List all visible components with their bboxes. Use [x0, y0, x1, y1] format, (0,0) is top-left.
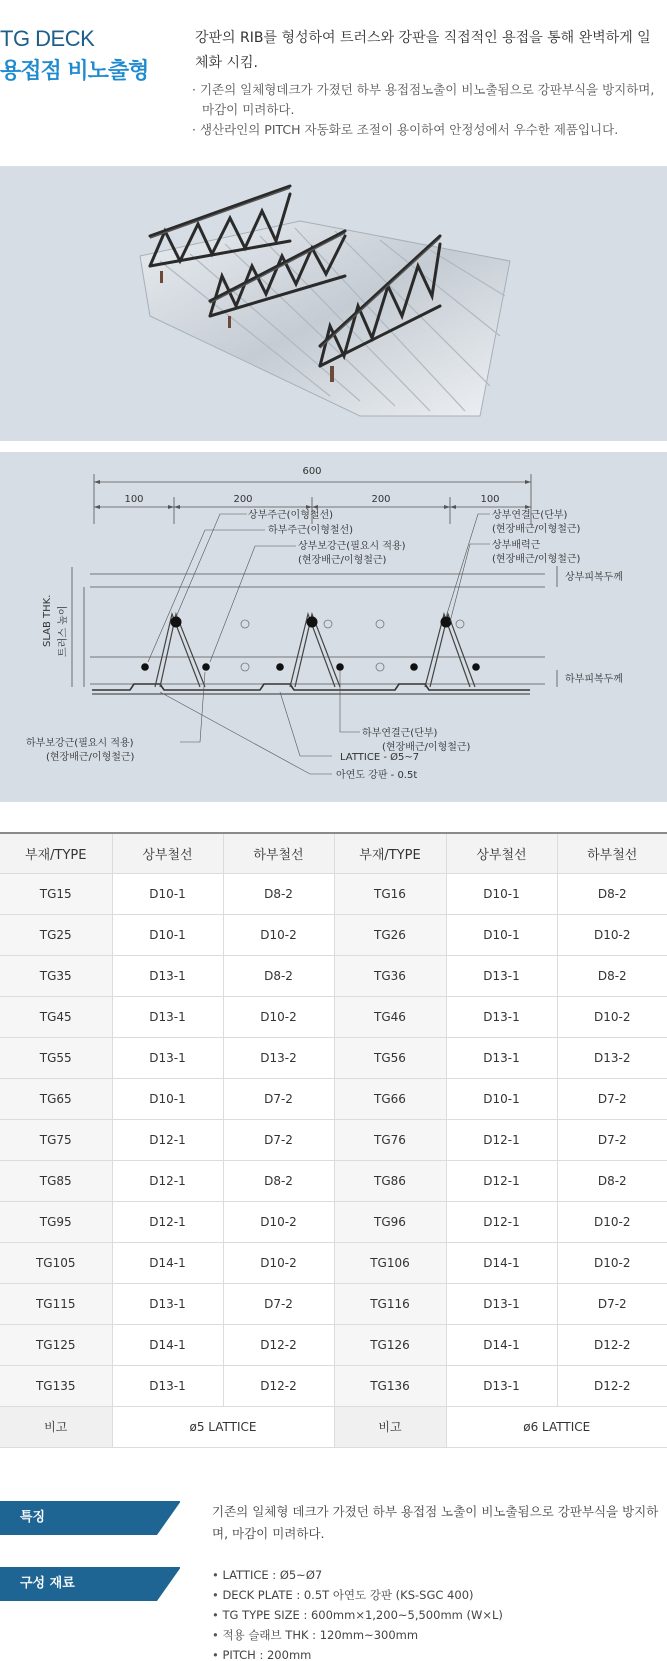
- type-cell: TG56: [334, 1037, 446, 1078]
- table-header: 하부철선: [223, 833, 334, 873]
- type-cell: TG76: [334, 1119, 446, 1160]
- type-cell: TG65: [0, 1078, 112, 1119]
- section-diagram: [0, 452, 667, 802]
- table-row: [0, 1242, 667, 1283]
- type-cell: TG115: [0, 1283, 112, 1324]
- value-cell: D13-1: [446, 1283, 557, 1324]
- value-cell: D13-1: [112, 1037, 223, 1078]
- value-cell: D8-2: [223, 873, 334, 914]
- label-plate: 아연도 강판 - 0.5t: [336, 770, 418, 781]
- label-upper-connect-sub: (현장배근/이형철근): [492, 524, 581, 535]
- value-cell: D13-2: [557, 1037, 667, 1078]
- table-row: [0, 1201, 667, 1242]
- value-cell: D10-2: [557, 914, 667, 955]
- dim-total: 600: [302, 466, 322, 477]
- value-cell: D10-1: [112, 873, 223, 914]
- type-cell: TG26: [334, 914, 446, 955]
- table-header: 부재/TYPE: [334, 833, 446, 873]
- value-cell: D12-2: [557, 1324, 667, 1365]
- type-cell: TG126: [334, 1324, 446, 1365]
- type-cell: TG125: [0, 1324, 112, 1365]
- value-cell: D7-2: [223, 1283, 334, 1324]
- label-upper-reinforce: 상부보강근(필요시 적용): [298, 541, 406, 552]
- table-header: 상부철선: [112, 833, 223, 873]
- table-row: [0, 1078, 667, 1119]
- value-cell: D7-2: [223, 1078, 334, 1119]
- dim-segment-1: 100: [124, 494, 144, 505]
- label-upper-connect: 상부연결근(단부): [492, 510, 568, 521]
- spec-table: [0, 832, 667, 1448]
- bullet-item: · 기존의 일체형데크가 가졌던 하부 용접점노출이 비노출됨으로 강판부식을 방지하며, 마감이 미려하다.: [192, 82, 655, 117]
- materials-section: [0, 1565, 667, 1661]
- note-label-left: 비고: [0, 1406, 112, 1447]
- list-item: • TG TYPE SIZE : 600mm×1,200~5,500mm (W×L): [212, 1605, 662, 1625]
- value-cell: D12-1: [446, 1119, 557, 1160]
- value-cell: D12-1: [112, 1201, 223, 1242]
- table-row: [0, 1365, 667, 1406]
- table-header-row: [0, 833, 667, 873]
- value-cell: D7-2: [223, 1119, 334, 1160]
- value-cell: D10-2: [223, 914, 334, 955]
- value-cell: D13-1: [112, 1365, 223, 1406]
- table-header: 부재/TYPE: [0, 833, 112, 873]
- value-cell: D10-2: [557, 1242, 667, 1283]
- value-cell: D10-2: [223, 1201, 334, 1242]
- value-cell: D10-2: [557, 1201, 667, 1242]
- table-body: [0, 873, 667, 1447]
- header: [0, 0, 667, 165]
- value-cell: D8-2: [557, 955, 667, 996]
- table-header: 하부철선: [557, 833, 667, 873]
- type-cell: TG55: [0, 1037, 112, 1078]
- note-value-left: ø5 LATTICE: [112, 1406, 334, 1447]
- brand-title: TG DECK: [0, 26, 95, 51]
- type-cell: TG15: [0, 873, 112, 914]
- features-tag: 특징: [0, 1501, 180, 1535]
- materials-tag: 구성 재료: [0, 1567, 180, 1601]
- value-cell: D8-2: [223, 1160, 334, 1201]
- value-cell: D8-2: [223, 955, 334, 996]
- type-cell: TG106: [334, 1242, 446, 1283]
- value-cell: D8-2: [557, 873, 667, 914]
- table-row: [0, 955, 667, 996]
- value-cell: D13-1: [112, 996, 223, 1037]
- value-cell: D10-1: [112, 1078, 223, 1119]
- type-cell: TG85: [0, 1160, 112, 1201]
- list-item: • DECK PLATE : 0.5T 아연도 강판 (KS-SGC 400): [212, 1585, 662, 1605]
- table-row: [0, 914, 667, 955]
- dim-segment-4: 100: [480, 494, 500, 505]
- label-upper-dist-sub: (현장배근/이형철근): [492, 554, 581, 565]
- value-cell: D10-2: [557, 996, 667, 1037]
- value-cell: D10-1: [446, 1078, 557, 1119]
- value-cell: D10-2: [223, 996, 334, 1037]
- value-cell: D10-2: [223, 1242, 334, 1283]
- type-cell: TG16: [334, 873, 446, 914]
- value-cell: D12-2: [557, 1365, 667, 1406]
- table-row: [0, 1283, 667, 1324]
- label-upper-dist: 상부배력근: [492, 540, 541, 551]
- value-cell: D13-1: [446, 996, 557, 1037]
- value-cell: D7-2: [557, 1283, 667, 1324]
- value-cell: D12-2: [223, 1365, 334, 1406]
- value-cell: D12-2: [223, 1324, 334, 1365]
- value-cell: D13-1: [446, 955, 557, 996]
- table-row: [0, 1324, 667, 1365]
- materials-list: [212, 1565, 662, 1661]
- value-cell: D13-1: [446, 1365, 557, 1406]
- bullet-item: · 생산라인의 PITCH 자동화로 조절이 용이하여 안정성에서 우수한 제품입니다.: [192, 122, 619, 137]
- features-text: 기존의 일체형 데크가 가졌던 하부 용접점 노출이 비노출됨으로 강판부식을 방지하며, 마감이 미려하다.: [212, 1504, 659, 1541]
- value-cell: D13-1: [112, 1283, 223, 1324]
- value-cell: D13-2: [223, 1037, 334, 1078]
- type-cell: TG45: [0, 996, 112, 1037]
- type-cell: TG66: [334, 1078, 446, 1119]
- label-upper-cover: 상부피복두께: [565, 572, 623, 583]
- value-cell: D14-1: [112, 1242, 223, 1283]
- dim-segment-2: 200: [233, 494, 253, 505]
- table-row: [0, 873, 667, 914]
- label-upper-main: 상부주근(이형철선): [248, 510, 334, 521]
- intro-bullets: [192, 80, 662, 140]
- section-labels: [0, 452, 667, 802]
- value-cell: D12-1: [446, 1160, 557, 1201]
- product-photo: [0, 166, 667, 441]
- label-lower-connect-sub: (현장배근/이형철근): [382, 742, 471, 753]
- table-row-note: [0, 1406, 667, 1447]
- type-cell: TG95: [0, 1201, 112, 1242]
- dim-segment-3: 200: [371, 494, 391, 505]
- value-cell: D10-1: [446, 914, 557, 955]
- label-upper-reinforce-sub: (현장배근/이형철근): [298, 555, 387, 566]
- type-cell: TG25: [0, 914, 112, 955]
- value-cell: D7-2: [557, 1119, 667, 1160]
- value-cell: D8-2: [557, 1160, 667, 1201]
- value-cell: D14-1: [112, 1324, 223, 1365]
- brand-subtitle: 용접점 비노출형: [0, 59, 149, 84]
- label-lower-main: 하부주근(이형철선): [268, 525, 354, 536]
- label-lower-reinforce-sub: (현장배근/이형철근): [46, 752, 135, 763]
- list-item: • 적용 슬래브 THK : 120mm~300mm: [212, 1625, 662, 1645]
- value-cell: D12-1: [446, 1201, 557, 1242]
- label-truss-height: 트러스 높이: [58, 605, 69, 657]
- label-lower-connect: 하부연결근(단부): [362, 728, 438, 739]
- value-cell: D7-2: [557, 1078, 667, 1119]
- note-label-right: 비고: [334, 1406, 446, 1447]
- label-slab-thk: SLAB THK.: [42, 594, 53, 647]
- type-cell: TG36: [334, 955, 446, 996]
- value-cell: D10-1: [446, 873, 557, 914]
- value-cell: D12-1: [112, 1160, 223, 1201]
- type-cell: TG75: [0, 1119, 112, 1160]
- features-section: [0, 1501, 667, 1545]
- value-cell: D14-1: [446, 1324, 557, 1365]
- value-cell: D14-1: [446, 1242, 557, 1283]
- note-value-right: ø6 LATTICE: [446, 1406, 667, 1447]
- type-cell: TG46: [334, 996, 446, 1037]
- table-row: [0, 1119, 667, 1160]
- deck-illustration: [0, 166, 667, 441]
- table-row: [0, 1160, 667, 1201]
- value-cell: D10-1: [112, 914, 223, 955]
- intro-text: 강판의 RIB를 형성하여 트러스와 강판을 직접적인 용접을 통해 완벽하게 일체화 시킴.: [195, 30, 651, 71]
- type-cell: TG135: [0, 1365, 112, 1406]
- type-cell: TG136: [334, 1365, 446, 1406]
- table-row: [0, 1037, 667, 1078]
- table-row: [0, 996, 667, 1037]
- value-cell: D12-1: [112, 1119, 223, 1160]
- type-cell: TG116: [334, 1283, 446, 1324]
- label-lower-cover: 하부피복두께: [565, 674, 623, 685]
- list-item: • PITCH : 200mm: [212, 1645, 662, 1661]
- list-item: • LATTICE : Ø5~Ø7: [212, 1565, 662, 1585]
- type-cell: TG105: [0, 1242, 112, 1283]
- value-cell: D13-1: [446, 1037, 557, 1078]
- type-cell: TG86: [334, 1160, 446, 1201]
- table-header: 상부철선: [446, 833, 557, 873]
- type-cell: TG96: [334, 1201, 446, 1242]
- value-cell: D13-1: [112, 955, 223, 996]
- type-cell: TG35: [0, 955, 112, 996]
- label-lattice: LATTICE - Ø5~7: [340, 752, 420, 763]
- label-lower-reinforce: 하부보강근(필요시 적용): [26, 738, 134, 749]
